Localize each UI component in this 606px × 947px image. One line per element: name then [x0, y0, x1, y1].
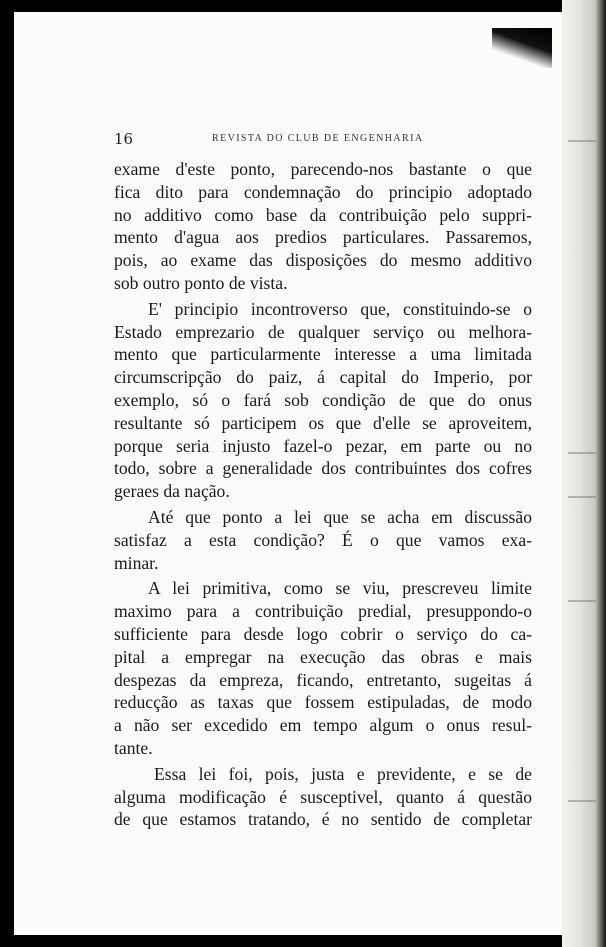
- text-line: pois, ao exame das disposições do mesmo additivo: [114, 250, 532, 271]
- text-line: circumscripção do paiz, á capital do Imperio, por: [114, 367, 532, 388]
- edge-mark: [568, 452, 596, 454]
- text-line: satisfaz a esta condição? É o que vamos exa-: [114, 529, 532, 550]
- text-line: porque seria injusto fazel-o pezar, em parte ou no: [114, 435, 532, 456]
- text-line: Essa lei foi, pois, justa e previdente, e se de: [154, 763, 532, 784]
- text-line: exemplo, só o fará sob condição de que do onus: [114, 389, 532, 410]
- text-line: de que estamos tratando, é no sentido de completar: [114, 809, 532, 830]
- text-line: pital a empregar na execução das obras e mais: [114, 646, 532, 667]
- text-line: no additivo como base da contribuição pelo suppri-: [114, 204, 532, 225]
- page-corner-shadow: [492, 28, 552, 68]
- text-line: exame d'este ponto, parecendo-nos bastante o que: [114, 159, 532, 179]
- text-line: alguma modificação é susceptivel, quanto á questão: [114, 786, 532, 807]
- text-line: despezas da empreza, ficando, entretanto, sugeitas á: [114, 669, 532, 690]
- edge-mark: [568, 600, 596, 602]
- paragraph-2: [114, 298, 532, 503]
- facing-page-edge: [562, 0, 606, 947]
- book-page: [14, 12, 562, 935]
- text-line: tante.: [114, 737, 153, 758]
- paragraph-5: [114, 763, 532, 831]
- text-line: a não ser excedido em tempo algum o onus resul-: [114, 715, 532, 736]
- text-line: maximo para a contribuição predial, presuppondo-o: [114, 601, 532, 622]
- text-line: minar.: [114, 552, 159, 573]
- text-line: todo, sobre a generalidade dos contribuintes dos cofres: [114, 458, 532, 479]
- text-line: resultante só participem os que d'elle se aproveitem,: [114, 412, 532, 433]
- text-line: sufficiente para desde logo cobrir o serviço do ca-: [114, 623, 532, 644]
- text-line: Estado emprezario de qualquer serviço ou melhora-: [114, 321, 532, 342]
- text-line: E' principio incontroverso que, constituindo-se o: [148, 298, 532, 319]
- text-line: reducção as taxas que fossem estipuladas, de modo: [114, 692, 532, 713]
- text-line: A lei primitiva, como se viu, prescreveu limite: [148, 578, 532, 599]
- text-line: sob outro ponto de vista.: [114, 272, 288, 293]
- running-head: REVISTA DO CLUB DE ENGENHARIA: [212, 133, 424, 144]
- text-line: Até que ponto a lei que se acha em discussão: [148, 506, 532, 527]
- paragraph-3: [114, 506, 532, 574]
- text-line: mento d'agua aos predios particulares. Passaremos,: [114, 227, 532, 248]
- page-number: 16: [114, 130, 134, 148]
- edge-mark: [568, 140, 596, 142]
- text-line: fica dito para condemnação do principio adoptado: [114, 181, 532, 202]
- paragraph-1: [114, 158, 532, 295]
- body-text: [114, 158, 532, 831]
- page-edge-strip: [562, 0, 606, 947]
- text-line: geraes da nação.: [114, 481, 230, 502]
- edge-mark: [568, 496, 596, 498]
- text-line: mento que particularmente interesse a uma limitada: [114, 344, 532, 365]
- page-header: [114, 130, 538, 152]
- edge-mark: [568, 800, 596, 802]
- paragraph-4: [114, 577, 532, 759]
